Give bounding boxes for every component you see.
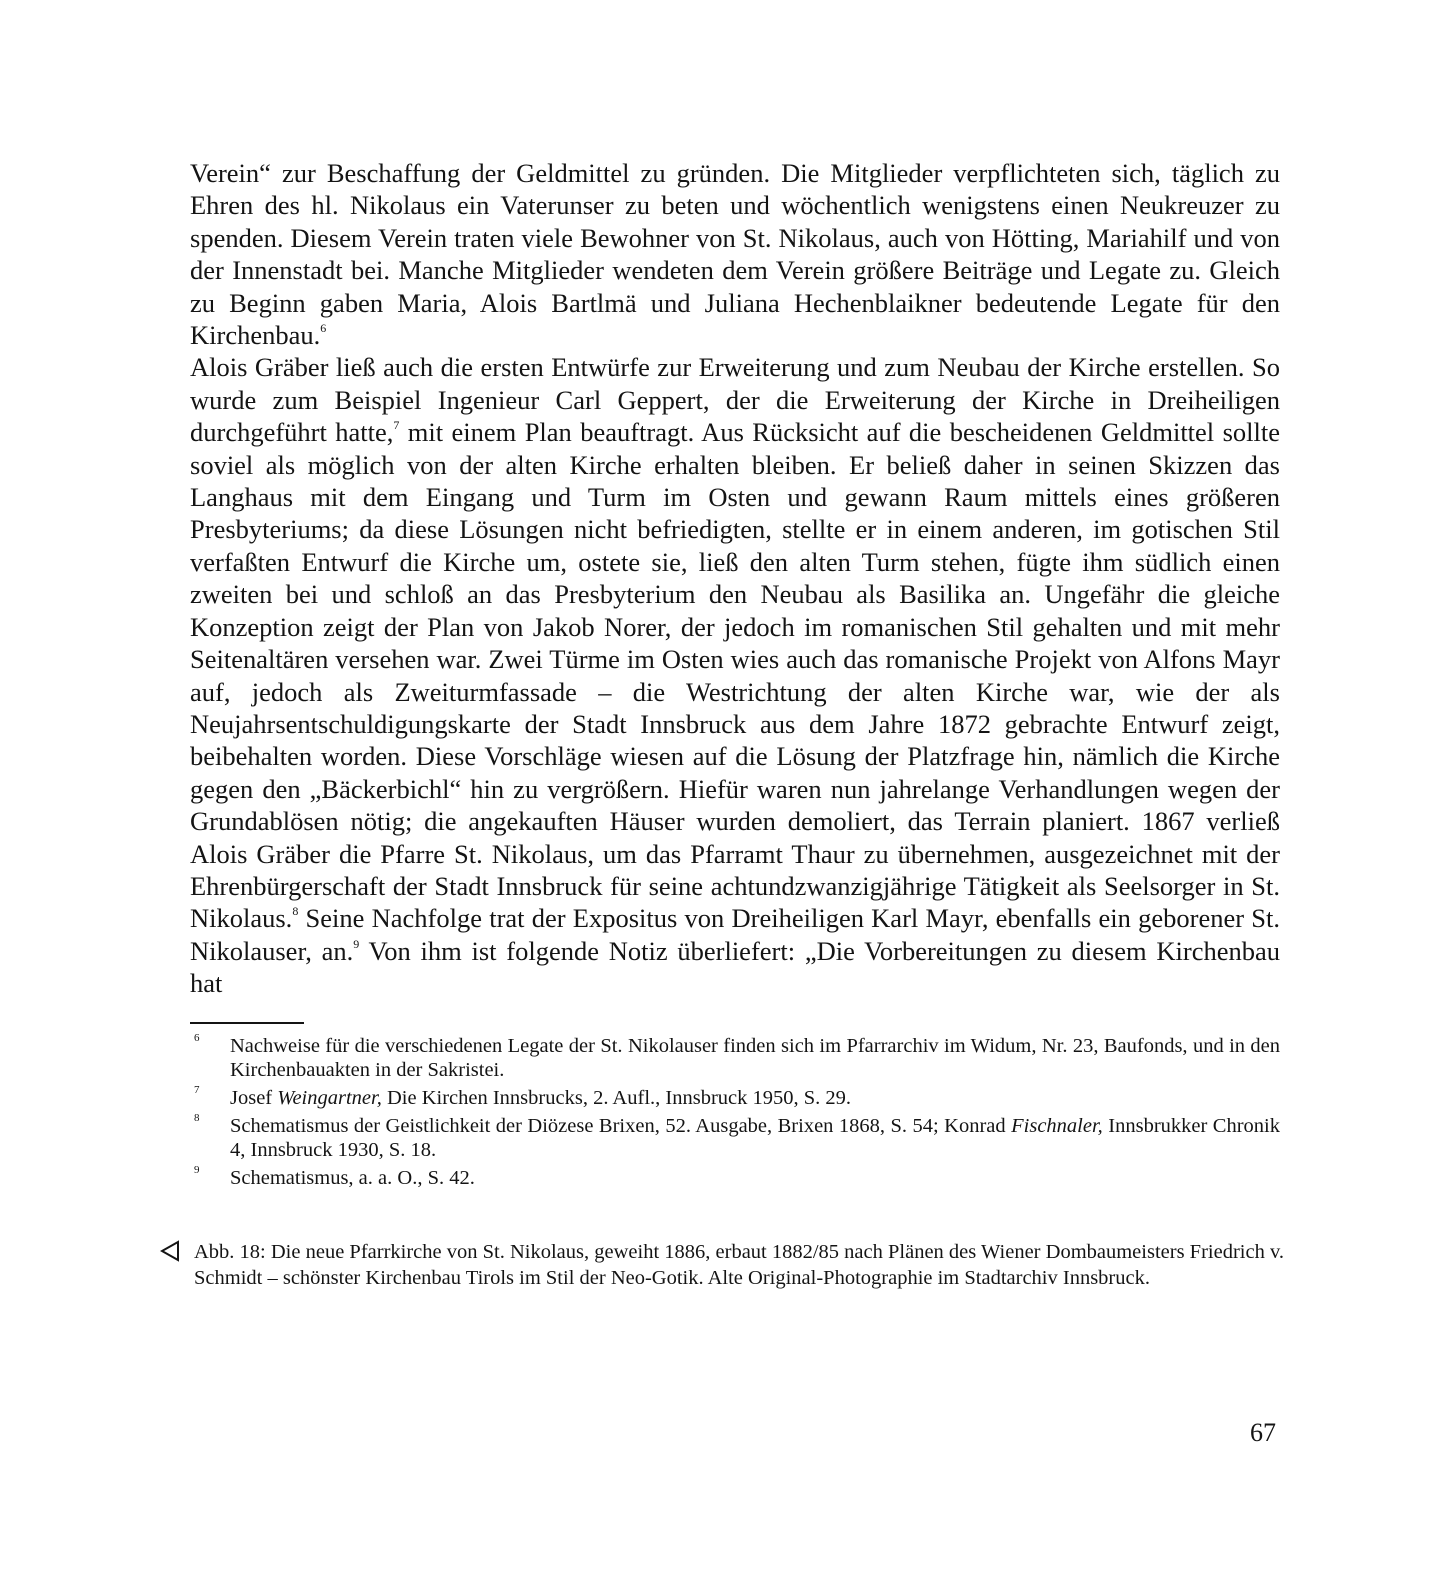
author-name: Fischnaler, (1011, 1115, 1103, 1137)
page-number: 67 (1250, 1418, 1276, 1447)
text-span: Von ihm ist folgende Notiz überliefert: „Die Vorbereitungen zu diesem Kirchenbau hat (190, 935, 1280, 999)
footnote-number: 9 (194, 1164, 200, 1176)
footnotes (190, 1034, 1280, 1194)
caption-text: Abb. 18: Die neue Pfarrkirche von St. Nikolaus, geweiht 1886, erbaut 1882/85 nach Plänen des Wiener Dombaumeisters Friedrich v. Schmidt – schönster Kirchenbau Tirols im Stil der Neo-Gotik. Alte Original-Photographie im Stadtarchiv Innsbruck. (194, 1241, 1284, 1289)
footnote-text: Schematismus der Geistlichkeit der Diözese Brixen, 52. Ausgabe, Brixen 1868, S. 54; Konrad (230, 1115, 1012, 1137)
footnote-number: 7 (194, 1084, 200, 1096)
footnote-text: Nachweise für die verschiedenen Legate der St. Nikolauser finden sich im Pfarrarchiv im Widum, Nr. 23, Baufonds, und in den Kirchenbauakten in der Sakristei. (230, 1035, 1280, 1081)
author-name: Weingartner, (277, 1087, 382, 1109)
footnote-ref: 7 (393, 418, 400, 433)
text-span: Verein“ zur Beschaffung der Geldmittel zu gründen. Die Mitglieder verpflichteten sich, täglich zu Ehren des hl. Nikolaus ein Vaterunser zu beten und wöchentlich wenigstens einen Neukreuzer zu spenden. Diesem Verein traten viele Bewohner von St. Nikolaus, auch von Hötting, Mariahilf und von der Innenstadt bei. Manche Mitglieder wendeten dem Verein größere Beiträge und Legate zu. Gleich zu Beginn gaben Maria, Alois Bartlmä und Juliana Hechenblaikner bedeutende Legate für den Kirchenbau. (190, 158, 1280, 351)
paragraph (190, 351, 1280, 999)
footnote-number: 6 (194, 1032, 200, 1044)
footnote-text: Schematismus, a. a. O., S. 42. (230, 1167, 475, 1189)
figure-caption (160, 1240, 1284, 1291)
footnote-divider (190, 1022, 304, 1024)
paragraph (190, 157, 1280, 351)
text-span: mit einem Plan beauftragt. Aus Rücksicht auf die bescheidenen Geldmittel sollte soviel als möglich von der alten Kirche erhalten bleiben. Er beließ daher in seinen Skizzen das Langhaus mit dem Eingang und Turm im Osten und gewann Raum mittels eines größeren Presbyteriums; da diese Lösungen nicht befriedigten, stellte er in einem anderen, im gotischen Stil verfaßten Entwurf die Kirche um, ostete sie, ließ den alten Turm stehen, fügte ihm südlich einen zweiten bei und schloß an das Presbyterium den Neubau als Basilika an. Ungefähr die gleiche Konzeption zeigt der Plan von Jakob Norer, der jedoch im romanischen Stil gehalten und mit mehr Seitenaltären versehen war. Zwei Türme im Osten wies auch das romanische Projekt von Alfons Mayr auf, jedoch als Zweiturmfassade – die Westrichtung der alten Kirche war, wie der als Neujahrsentschuldigungskarte der Stadt Innsbruck aus dem Jahre 1872 gebrachte Entwurf zeigt, beibehalten worden. Diese Vorschläge wiesen auf die Lösung der Platzfrage hin, nämlich die Kirche gegen den „Bäckerbichl“ hin zu vergrößern. Hiefür waren nun jahrelange Verhandlungen wegen der Grundablösen nötig; die angekauften Häuser wurden demoliert, das Terrain planiert. 1867 verließ Alois Gräber die Pfarre St. Nikolaus, um das Pfarramt Thaur zu übernehmen, ausgezeichnet mit der Ehrenbürgerschaft der Stadt Innsbruck für seine achtundzwanzigjährige Tätigkeit als Seelsorger in St. Nikolaus. (190, 417, 1280, 934)
footnote-text: Innsbrukker Chronik 4, Innsbruck 1930, S. 18. (230, 1115, 1280, 1161)
footnote (190, 1086, 1280, 1110)
footnote-ref: 6 (320, 321, 327, 336)
footnote-ref: 8 (292, 904, 299, 919)
footnote (190, 1114, 1280, 1162)
text-span: Seine Nachfolge trat der Expositus von Dreiheiligen Karl Mayr, ebenfalls ein geborener St. Nikolauser, an. (190, 903, 1280, 966)
text-span: Alois Gräber ließ auch die ersten Entwürfe zur Erweiterung und zum Neubau der Kirche erstellen. So wurde zum Beispiel Ingenieur Carl Geppert, der die Erweiterung der Kirche in Dreiheiligen durchgeführt hatte, (190, 352, 1280, 448)
main-text (190, 157, 1280, 1000)
footnote-number: 8 (194, 1112, 200, 1124)
footnote-ref: 9 (353, 936, 360, 951)
left-pointing-triangle-icon (160, 1240, 180, 1262)
footnote-text: Die Kirchen Innsbrucks, 2. Aufl., Innsbruck 1950, S. 29. (381, 1087, 852, 1109)
footnote (190, 1166, 1280, 1190)
footnote (190, 1034, 1280, 1082)
footnote-text: Josef (230, 1087, 278, 1109)
